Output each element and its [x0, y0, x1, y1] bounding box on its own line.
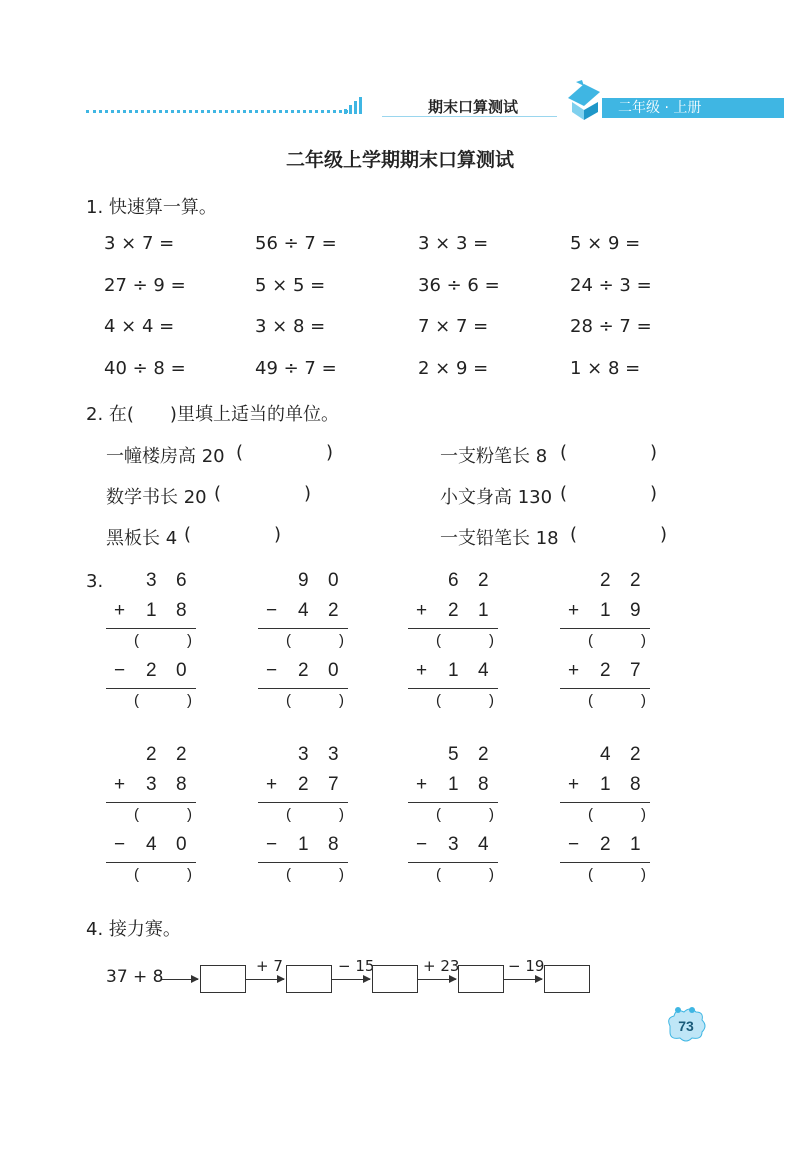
paren-open: (	[286, 692, 291, 709]
paren-open: (	[436, 866, 441, 883]
unit-item-text: 数学书长 20	[106, 487, 207, 508]
calc-digit: 2	[298, 774, 309, 795]
paren-close: )	[489, 692, 494, 709]
page-number: 73	[678, 1018, 694, 1034]
calc-digit: 6	[176, 570, 187, 591]
unit-item-text: 一支粉笔长 8	[440, 446, 548, 467]
calc-rule	[408, 802, 498, 803]
relay-answer-box[interactable]	[200, 965, 246, 993]
oral-problem: 27 ÷ 9 =	[104, 275, 186, 296]
calc-operator: +	[568, 774, 580, 795]
paren-close: )	[187, 632, 192, 649]
calc-rule	[106, 862, 196, 863]
relay-arrow	[504, 979, 542, 980]
calc-rule	[258, 628, 348, 629]
paren-open: (	[286, 632, 291, 649]
paren-open: (	[588, 866, 593, 883]
unit-item-text: 一支铅笔长 18	[440, 528, 559, 549]
calc-operator: −	[266, 660, 278, 681]
vertical-calc	[408, 742, 504, 883]
paren-open: (	[436, 692, 441, 709]
calc-digit: 2	[298, 660, 309, 681]
relay-answer-box[interactable]	[458, 965, 504, 993]
header-dotted-rule	[86, 110, 348, 113]
vertical-calc	[560, 742, 656, 883]
calc-digit: 5	[448, 744, 459, 765]
calc-digit: 2	[478, 744, 489, 765]
page-title: 二年级上学期期末口算测试	[285, 149, 514, 171]
calc-digit: 1	[630, 834, 641, 855]
unit-blank-close: )	[304, 483, 312, 504]
relay-arrow	[246, 979, 284, 980]
unit-blank-open[interactable]: (	[560, 483, 568, 504]
unit-blank-open[interactable]: (	[184, 524, 192, 545]
paren-close: )	[339, 866, 344, 883]
paren-close: )	[339, 632, 344, 649]
paren-close: )	[187, 806, 192, 823]
relay-op: − 15	[338, 957, 375, 975]
vertical-calc	[258, 742, 354, 883]
unit-item-text: 小文身高 130	[440, 487, 553, 508]
oral-problem: 24 ÷ 3 =	[570, 275, 652, 296]
paren-close: )	[641, 632, 646, 649]
calc-digit: 3	[328, 744, 339, 765]
calc-operator: +	[114, 774, 126, 795]
paren-close: )	[489, 806, 494, 823]
calc-digit: 8	[478, 774, 489, 795]
vertical-calc	[106, 568, 202, 709]
calc-digit: 2	[600, 570, 611, 591]
relay-op: + 23	[423, 957, 460, 975]
relay-start: 37 + 8	[106, 967, 164, 987]
oral-problem: 3 × 3 =	[418, 233, 489, 254]
calc-digit: 1	[298, 834, 309, 855]
grade-label: 二年级 · 上册	[602, 98, 784, 118]
calc-rule	[560, 628, 650, 629]
calc-operator: +	[568, 660, 580, 681]
calc-digit: 8	[176, 774, 187, 795]
calc-digit: 4	[298, 600, 309, 621]
paren-open: (	[286, 806, 291, 823]
calc-operator: −	[416, 834, 428, 855]
paren-open: (	[588, 692, 593, 709]
calc-operator: +	[114, 600, 126, 621]
paren-open: (	[134, 866, 139, 883]
calc-operator: +	[416, 600, 428, 621]
calc-digit: 2	[146, 660, 157, 681]
relay-answer-box[interactable]	[372, 965, 418, 993]
calc-digit: 3	[298, 744, 309, 765]
unit-blank-close: )	[274, 524, 282, 545]
calc-rule	[560, 688, 650, 689]
unit-blank-open[interactable]: (	[214, 483, 222, 504]
calc-digit: 8	[176, 600, 187, 621]
paren-open: (	[436, 632, 441, 649]
oral-problem: 40 ÷ 8 =	[104, 358, 186, 379]
calc-digit: 1	[600, 774, 611, 795]
calc-digit: 4	[478, 834, 489, 855]
paren-close: )	[489, 866, 494, 883]
calc-digit: 1	[146, 600, 157, 621]
calc-digit: 0	[328, 660, 339, 681]
calc-operator: +	[416, 774, 428, 795]
calc-rule	[106, 688, 196, 689]
vertical-calc	[408, 568, 504, 709]
calc-digit: 2	[176, 744, 187, 765]
oral-problem: 5 × 9 =	[570, 233, 641, 254]
calc-digit: 2	[146, 744, 157, 765]
calc-digit: 8	[328, 834, 339, 855]
calc-digit: 2	[600, 834, 611, 855]
unit-blank-open[interactable]: (	[570, 524, 578, 545]
calc-digit: 1	[448, 774, 459, 795]
section-2-heading: 2. 在( )里填上适当的单位。	[86, 404, 339, 425]
calc-digit: 1	[478, 600, 489, 621]
calc-digit: 0	[328, 570, 339, 591]
calc-digit: 1	[600, 600, 611, 621]
calc-digit: 7	[328, 774, 339, 795]
calc-rule	[408, 688, 498, 689]
calc-rule	[408, 862, 498, 863]
unit-blank-close: )	[650, 483, 658, 504]
paren-open: (	[134, 632, 139, 649]
page-number-badge	[664, 1004, 708, 1044]
paren-close: )	[187, 866, 192, 883]
section-3-heading: 3.	[86, 571, 104, 592]
calc-operator: −	[568, 834, 580, 855]
calc-digit: 3	[146, 774, 157, 795]
calc-digit: 0	[176, 660, 187, 681]
calc-rule	[560, 802, 650, 803]
paren-close: )	[339, 692, 344, 709]
oral-problem: 56 ÷ 7 =	[255, 233, 337, 254]
calc-operator: −	[266, 600, 278, 621]
calc-digit: 0	[176, 834, 187, 855]
unit-blank-close: )	[326, 442, 334, 463]
oral-problem: 3 × 7 =	[104, 233, 175, 254]
oral-problem: 49 ÷ 7 =	[255, 358, 337, 379]
unit-blank-open[interactable]: (	[560, 442, 568, 463]
unit-blank-close: )	[650, 442, 658, 463]
calc-digit: 4	[600, 744, 611, 765]
relay-answer-box[interactable]	[286, 965, 332, 993]
oral-problem: 1 × 8 =	[570, 358, 641, 379]
relay-arrow	[162, 979, 198, 980]
oral-problem: 3 × 8 =	[255, 316, 326, 337]
calc-rule	[258, 802, 348, 803]
calc-digit: 3	[448, 834, 459, 855]
calc-operator: −	[114, 834, 126, 855]
paren-close: )	[339, 806, 344, 823]
oral-problem: 5 × 5 =	[255, 275, 326, 296]
oral-problem: 36 ÷ 6 =	[418, 275, 500, 296]
calc-rule	[408, 628, 498, 629]
relay-arrow	[418, 979, 456, 980]
calc-rule	[106, 802, 196, 803]
header-bars-ornament	[344, 96, 366, 114]
paren-open: (	[436, 806, 441, 823]
calc-operator: +	[416, 660, 428, 681]
paren-close: )	[641, 866, 646, 883]
calc-operator: −	[114, 660, 126, 681]
unit-item-text: 黑板长 4	[106, 528, 178, 549]
calc-operator: +	[568, 600, 580, 621]
relay-op: + 7	[256, 957, 283, 975]
paren-open: (	[588, 632, 593, 649]
unit-blank-close: )	[660, 524, 668, 545]
calc-digit: 9	[298, 570, 309, 591]
vertical-calc	[106, 742, 202, 883]
section-4-heading: 4. 接力赛。	[86, 919, 181, 940]
oral-problem: 2 × 9 =	[418, 358, 489, 379]
unit-blank-open[interactable]: (	[236, 442, 244, 463]
section-1-heading: 1. 快速算一算。	[86, 197, 217, 218]
calc-digit: 7	[630, 660, 641, 681]
calc-digit: 2	[478, 570, 489, 591]
calc-operator: +	[266, 774, 278, 795]
oral-problem: 7 × 7 =	[418, 316, 489, 337]
oral-problem: 28 ÷ 7 =	[570, 316, 652, 337]
calc-digit: 2	[328, 600, 339, 621]
paren-open: (	[134, 806, 139, 823]
calc-digit: 2	[630, 744, 641, 765]
paren-open: (	[134, 692, 139, 709]
paren-close: )	[489, 632, 494, 649]
paren-close: )	[187, 692, 192, 709]
calc-digit: 8	[630, 774, 641, 795]
calc-digit: 1	[448, 660, 459, 681]
calc-digit: 4	[478, 660, 489, 681]
oral-problem: 4 × 4 =	[104, 316, 175, 337]
calc-digit: 2	[448, 600, 459, 621]
calc-digit: 4	[146, 834, 157, 855]
header-title: 期末口算测试	[428, 98, 519, 116]
calc-rule	[560, 862, 650, 863]
calc-operator: −	[266, 834, 278, 855]
calc-digit: 9	[630, 600, 641, 621]
calc-digit: 2	[630, 570, 641, 591]
calc-rule	[258, 862, 348, 863]
unit-item-text: 一幢楼房高 20	[106, 446, 225, 467]
relay-op: − 19	[508, 957, 545, 975]
paren-close: )	[641, 692, 646, 709]
vertical-calc	[560, 568, 656, 709]
calc-digit: 6	[448, 570, 459, 591]
calc-digit: 2	[600, 660, 611, 681]
paren-open: (	[588, 806, 593, 823]
relay-answer-box[interactable]	[544, 965, 590, 993]
calc-digit: 3	[146, 570, 157, 591]
calc-rule	[258, 688, 348, 689]
paren-close: )	[641, 806, 646, 823]
calc-rule	[106, 628, 196, 629]
vertical-calc	[258, 568, 354, 709]
relay-arrow	[332, 979, 370, 980]
paren-open: (	[286, 866, 291, 883]
